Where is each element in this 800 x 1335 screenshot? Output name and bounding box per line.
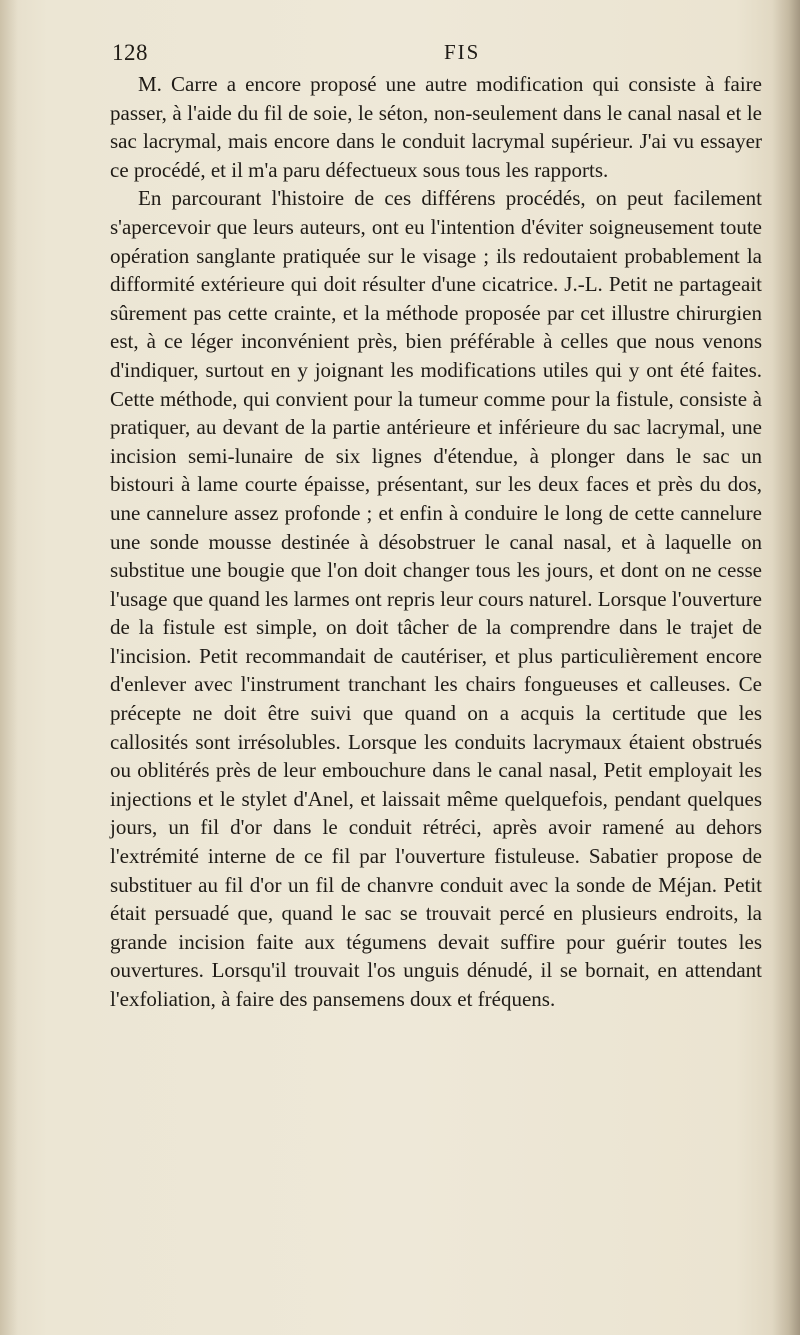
page-header — [112, 40, 752, 70]
paragraph: M. Carre a encore proposé une autre modification qui consiste à faire passer, à l'aide du fil de soie, le séton, non-seulement dans le canal nasal et le sac lacrymal, mais encore dans le conduit lacrymal supérieur. J'ai vu essayer ce procédé, et il m'a paru défectueux sous tous les rapports. — [110, 72, 762, 182]
page-number: 128 — [112, 40, 148, 65]
page-edge-shadow — [772, 0, 800, 1335]
body-text — [110, 70, 762, 1014]
running-head: FIS — [444, 40, 481, 64]
paragraph: En parcourant l'histoire de ces différens procédés, on peut facilement s'apercevoir que leurs auteurs, ont eu l'intention d'éviter soigneusement toute opération sanglante pratiquée sur le visage ; ils redoutaient probablement la difformité extérieure qui doit résulter d'une cicatrice. J.-L. Petit ne partageait sûrement pas cette crainte, et la méthode proposée par cet illustre chirurgien est, à ce léger inconvénient près, bien préférable à celles que nous venons d'indiquer, surtout en y joignant les modifications utiles qui y ont été faites. Cette méthode, qui convient pour la tumeur comme pour la fistule, consiste à pratiquer, au devant de la partie antérieure et inférieure du sac lacrymal, une incision semi-lunaire de six lignes d'étendue, à plonger dans le sac un bistouri à lame courte épaisse, présentant, sur les deux faces et près du dos, une cannelure assez profonde ; et enfin à conduire le long de cette cannelure une sonde mousse destinée à désobstruer le canal nasal, et à laquelle on substitue une bougie que l'on doit changer tous les jours, et dont on ne cesse l'usage que quand les larmes ont repris leur cours naturel. Lorsque l'ouverture de la fistule est simple, on doit tâcher de la comprendre dans le trajet de l'incision. Petit recommandait de cautériser, et plus particulièrement encore d'enlever avec l'instrument tranchant les chairs fongueuses et calleuses. Ce précepte ne doit être suivi que quand on a acquis la certitude que les callosités sont irrésolubles. Lorsque les conduits lacrymaux étaient obstrués ou oblitérés près de leur embouchure dans le canal nasal, Petit employait les injections et le stylet d'Anel, et laissait même quelquefois, pendant quelques jours, un fil d'or dans le conduit rétréci, après avoir ramené au dehors l'extrémité interne de ce fil par l'ouverture fistuleuse. Sabatier propose de substituer au fil d'or un fil de chanvre conduit avec la sonde de Méjan. Petit était persuadé que, quand le sac se trouvait percé en plusieurs endroits, la grande incision faite aux tégumens devait suffire pour guérir toutes les ouvertures. Lorsqu'il trouvait l'os unguis dénudé, il se bornait, en attendant l'exfoliation, à faire des pansemens doux et fréquens. — [110, 186, 762, 1011]
page-gutter-shadow — [0, 0, 18, 1335]
